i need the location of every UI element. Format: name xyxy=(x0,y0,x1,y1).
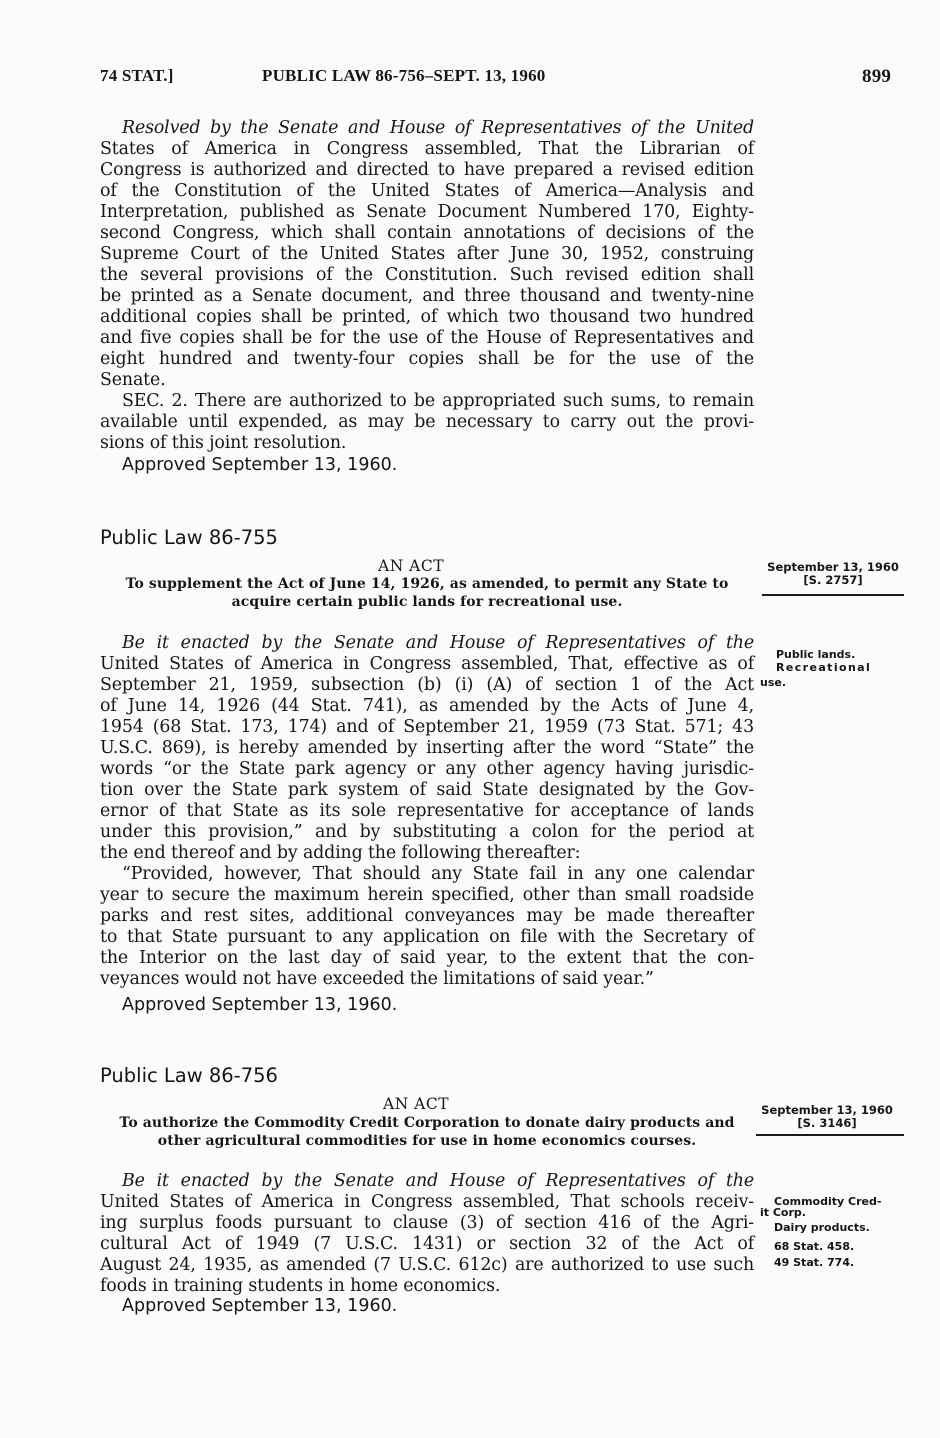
text-line: words “or the State park agency or any other agency having jurisdic- xyxy=(100,759,754,779)
act-purpose xyxy=(100,1114,754,1150)
proviso: “Provided, however, That should any State fail in any one calendar xyxy=(122,864,754,884)
bill-number: [S. 3146] xyxy=(797,1116,857,1130)
text-line: ernor of that State as its sole representative for acceptance of lands xyxy=(100,801,754,821)
text-line: be printed as a Senate document, and three thousand and twenty-nine xyxy=(100,286,754,306)
margin-note xyxy=(776,648,871,674)
text-line: U.S.C. 869), is hereby amended by inserting after the word “State” the xyxy=(100,738,754,758)
margin-note: it Corp. xyxy=(760,1206,806,1219)
approved-date: Approved September 13, 1960. xyxy=(122,455,398,475)
an-act-heading: AN ACT xyxy=(383,1095,450,1113)
purpose-line: other agricultural commodities for use in home economics courses. xyxy=(157,1133,697,1149)
page-number: 899 xyxy=(862,66,892,87)
margin-rule xyxy=(756,1134,904,1136)
enacting-clause: Resolved by the Senate and House of Representatives of the United xyxy=(122,118,754,138)
enactment-date: September 13, 1960 xyxy=(761,1103,893,1117)
text-line: eight hundred and twenty-four copies shall be for the use of the xyxy=(100,349,754,369)
margin-date xyxy=(762,561,904,587)
text-line: tion over the State park system of said State designated by the Gov- xyxy=(100,780,754,800)
law-title: Public Law 86-756 xyxy=(100,1064,278,1087)
text-line: year to secure the maximum herein specified, other than small roadside xyxy=(100,885,754,905)
enactment-date: September 13, 1960 xyxy=(767,560,899,574)
text-line: the several provisions of the Constitution. Such revised edition shall xyxy=(100,265,754,285)
note-line: Public lands. xyxy=(776,648,856,661)
an-act-heading: AN ACT xyxy=(378,557,445,575)
text-line: parks and rest sites, additional conveyances may be made thereafter xyxy=(100,906,754,926)
text-line: August 24, 1935, as amended (7 U.S.C. 612c) are authorized to use such xyxy=(100,1255,754,1275)
running-title: PUBLIC LAW 86-756–SEPT. 13, 1960 xyxy=(262,66,546,85)
text-line: veyances would not have exceeded the limitations of said year.” xyxy=(100,969,654,989)
resolution-body xyxy=(100,118,754,454)
purpose-line: acquire certain public lands for recreational use. xyxy=(231,594,623,610)
purpose-line: To authorize the Commodity Credit Corporation to donate dairy products and xyxy=(119,1115,735,1131)
text-line: available until expended, as may be necessary to carry out the provi- xyxy=(100,412,754,432)
text-line: the Interior on the last day of said year, to the extent that the con- xyxy=(100,948,754,968)
text-line: of June 14, 1926 (44 Stat. 741), as amended by the Acts of June 4, xyxy=(100,696,754,716)
act-purpose xyxy=(100,575,754,611)
text-line: of the Constitution of the United States of America—Analysis and xyxy=(100,181,754,201)
enacting-clause: Be it enacted by the Senate and House of Representatives of the xyxy=(122,1171,754,1191)
text-line: Interpretation, published as Senate Document Numbered 170, Eighty- xyxy=(100,202,754,222)
text-line: United States of America in Congress assembled, That, effective as of xyxy=(100,654,754,674)
text-line: under this provision,” and by substituting a colon for the period at xyxy=(100,822,754,842)
text-line: 1954 (68 Stat. 173, 174) and of September 21, 1959 (73 Stat. 571; 43 xyxy=(100,717,754,737)
text-line: September 21, 1959, subsection (b) (i) (A) of section 1 of the Act xyxy=(100,675,754,695)
text-line: to that State pursuant to any application on file with the Secretary of xyxy=(100,927,754,947)
margin-note: 49 Stat. 774. xyxy=(774,1256,855,1269)
margin-note-use: use. xyxy=(760,676,787,689)
section-2: SEC. 2. There are authorized to be appropriated such sums, to remain xyxy=(122,391,754,411)
law-756-body xyxy=(100,1171,754,1297)
text-line: cultural Act of 1949 (7 U.S.C. 1431) or section 32 of the Act of xyxy=(100,1234,754,1254)
text-line: the end thereof and by adding the following thereafter: xyxy=(100,843,581,863)
margin-note: Dairy products. xyxy=(774,1221,870,1234)
text-line: United States of America in Congress assembled, That schools receiv- xyxy=(100,1192,754,1212)
margin-rule xyxy=(762,594,904,596)
text-line: sions of this joint resolution. xyxy=(100,433,347,453)
text-line: and five copies shall be for the use of the House of Representatives and xyxy=(100,328,754,348)
law-755-body xyxy=(100,633,754,990)
bill-number: [S. 2757] xyxy=(803,573,863,587)
enacting-clause: Be it enacted by the Senate and House of Representatives of the xyxy=(122,633,754,653)
text-line: Congress is authorized and directed to have prepared a revised edition xyxy=(100,160,754,180)
law-title: Public Law 86-755 xyxy=(100,526,278,549)
note-line: Recreational xyxy=(776,661,872,674)
approved-date: Approved September 13, 1960. xyxy=(122,995,398,1015)
purpose-line: To supplement the Act of June 14, 1926, as amended, to permit any State to xyxy=(125,576,729,592)
approved-date: Approved September 13, 1960. xyxy=(122,1296,398,1316)
margin-date xyxy=(756,1104,898,1130)
text-line: foods in training students in home economics. xyxy=(100,1276,501,1296)
volume-reference: 74 STAT.] xyxy=(100,66,174,85)
margin-note: Commodity Cred- xyxy=(774,1195,882,1208)
text-line: second Congress, which shall contain annotations of decisions of the xyxy=(100,223,754,243)
text-line: additional copies shall be printed, of which two thousand two hundred xyxy=(100,307,754,327)
text-line: ing surplus foods pursuant to clause (3) of section 416 of the Agri- xyxy=(100,1213,754,1233)
margin-note: 68 Stat. 458. xyxy=(774,1240,855,1253)
text-line: Senate. xyxy=(100,370,166,390)
text-line: States of America in Congress assembled, That the Librarian of xyxy=(100,139,754,159)
text-line: Supreme Court of the United States after June 30, 1952, construing xyxy=(100,244,754,264)
